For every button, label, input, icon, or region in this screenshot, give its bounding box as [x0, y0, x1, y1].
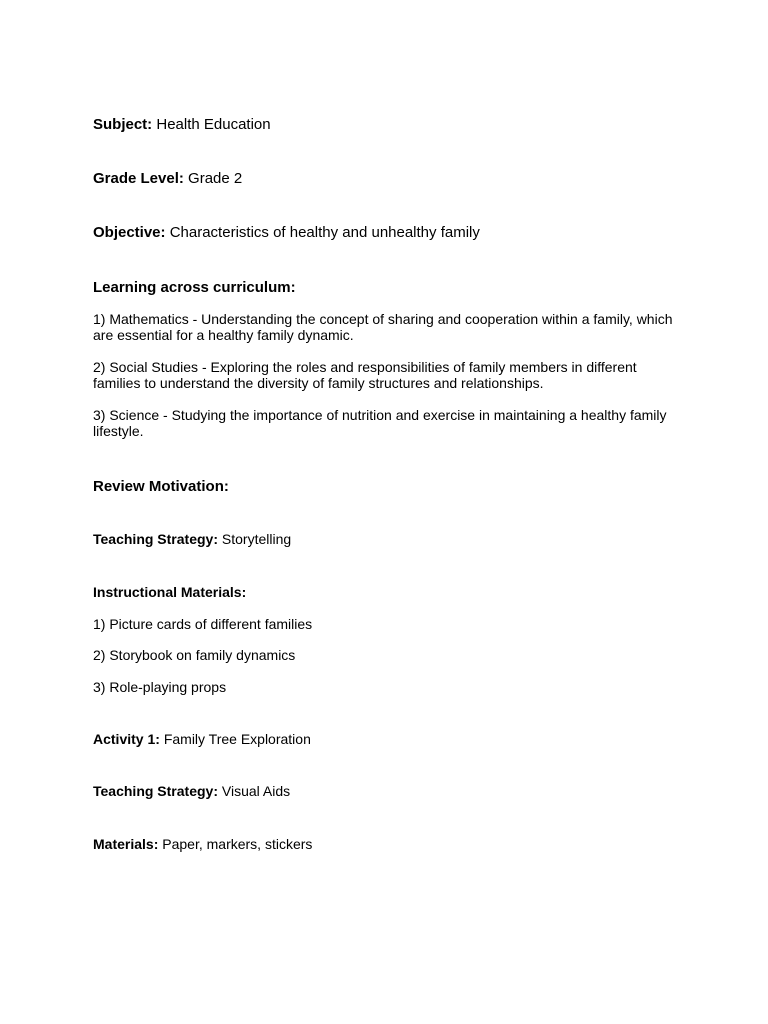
- teaching-strategy-1-line: [93, 531, 673, 547]
- grade-level-line: [93, 170, 673, 187]
- activity-1-line: [93, 731, 673, 747]
- materials-line: [93, 836, 673, 852]
- subject-label: Subject:: [93, 116, 153, 133]
- materials-value: Paper, markers, stickers: [162, 836, 313, 852]
- teaching-strategy-2-line: [93, 783, 673, 799]
- teaching-strategy-2-value: Visual Aids: [221, 783, 291, 799]
- activity-1-value: Family Tree Exploration: [163, 731, 311, 747]
- teaching-strategy-1-label: Teaching Strategy:: [93, 531, 218, 547]
- grade-level-label: Grade Level:: [93, 170, 184, 187]
- material-item-3: 3) Role-playing props: [93, 679, 227, 695]
- subject-line: [93, 116, 673, 133]
- materials-label: Materials:: [93, 836, 159, 852]
- objective-value: Characteristics of healthy and unhealthy family: [169, 224, 480, 241]
- curriculum-item-2: 2) Social Studies - Exploring the roles and responsibilities of family members in different families to understand the diversity of family structures and relationships.: [93, 359, 637, 391]
- review-motivation-heading: Review Motivation:: [93, 478, 229, 495]
- instructional-materials-heading: Instructional Materials:: [93, 584, 247, 600]
- subject-value: Health Education: [156, 116, 271, 133]
- material-item-1: 1) Picture cards of different families: [93, 616, 313, 632]
- curriculum-heading: Learning across curriculum:: [93, 279, 296, 296]
- teaching-strategy-1-value: Storytelling: [221, 531, 292, 547]
- grade-level-value: Grade 2: [188, 170, 243, 187]
- objective-line: [93, 224, 673, 241]
- objective-label: Objective:: [93, 224, 166, 241]
- curriculum-item-3: 3) Science - Studying the importance of nutrition and exercise in maintaining a healthy family lifestyle.: [93, 407, 667, 439]
- teaching-strategy-2-label: Teaching Strategy:: [93, 783, 218, 799]
- curriculum-item-1: 1) Mathematics - Understanding the concept of sharing and cooperation within a family, which are essential for a healthy family dynamic.: [93, 311, 673, 343]
- activity-1-label: Activity 1:: [93, 731, 160, 747]
- material-item-2: 2) Storybook on family dynamics: [93, 647, 296, 663]
